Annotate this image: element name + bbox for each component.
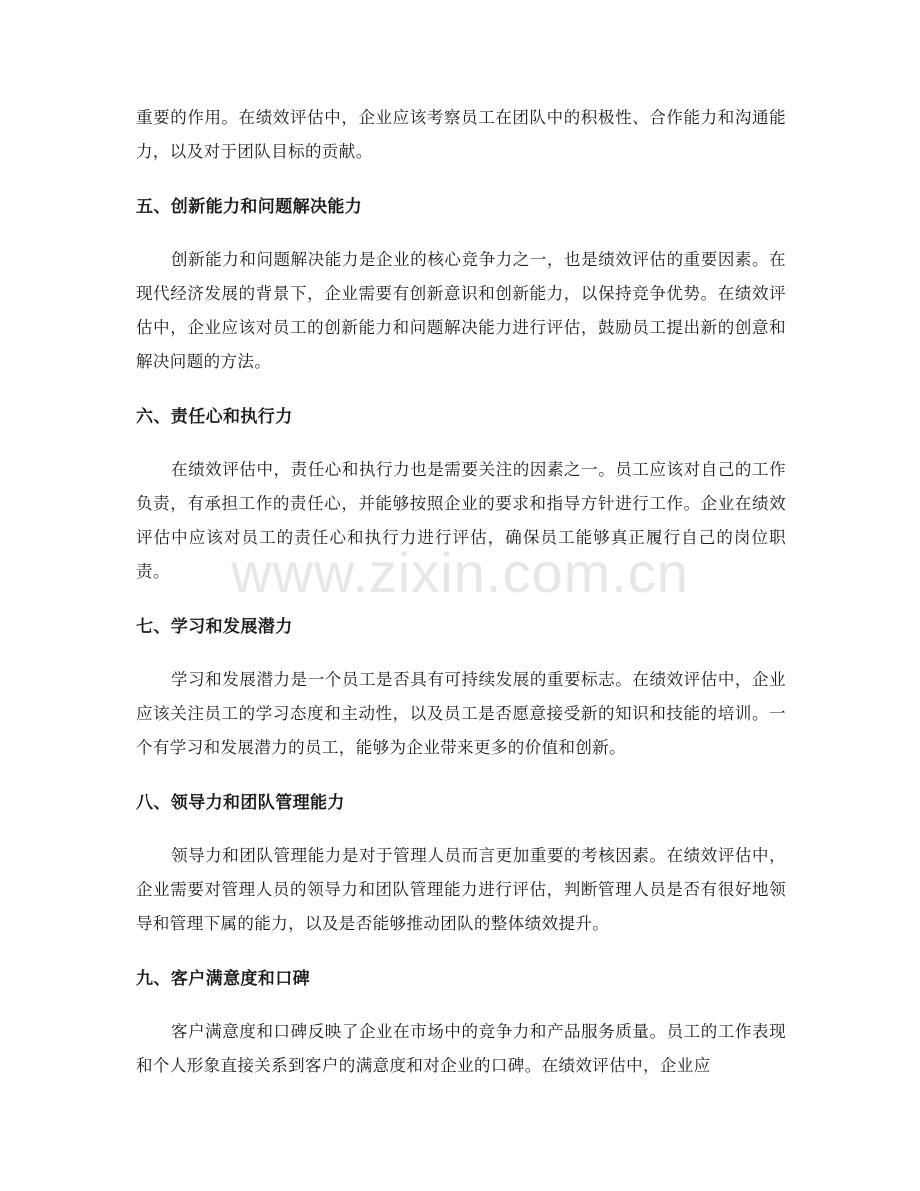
heading-learning: 七、学习和发展潜力 xyxy=(136,617,293,637)
heading-customer: 九、客户满意度和口碑 xyxy=(136,969,310,989)
paragraph-customer: 客户满意度和口碑反映了企业在市场中的竞争力和产品服务质量。员工的工作表现和个人形象直接关系到客户的满意度和对企业的口碑。在绩效评估中，企业应 xyxy=(136,1022,786,1075)
watermark: www.zixin.com.cn xyxy=(231,541,689,604)
paragraph-responsibility: 在绩效评估中，责任心和执行力也是需要关注的因素之一。员工应该对自己的工作负责，有承担工作的责任心，并能够按照企业的要求和指导方针进行工作。企业在绩效评估中应该对员工的责任心和执行力进行评估，确保员工能够真正履行自己的岗位职责。 xyxy=(136,460,786,581)
paragraph-learning: 学习和发展潜力是一个员工是否具有可持续发展的重要标志。在绩效评估中，企业应该关注员工的学习态度和主动性，以及员工是否愿意接受新的知识和技能的培训。一个有学习和发展潜力的员工，能够为企业带来更多的价值和创新。 xyxy=(136,670,786,757)
paragraph-intro: 重要的作用。在绩效评估中，企业应该考察员工在团队中的积极性、合作能力和沟通能力，以及对于团队目标的贡献。 xyxy=(136,108,786,161)
heading-innovation: 五、创新能力和问题解决能力 xyxy=(136,197,363,217)
paragraph-leadership: 领导力和团队管理能力是对于管理人员而言更加重要的考核因素。在绩效评估中，企业需要对管理人员的领导力和团队管理能力进行评估，判断管理人员是否有很好地领导和管理下属的能力，以及是否能够推动团队的整体绩效提升。 xyxy=(136,846,786,933)
paragraph-innovation: 创新能力和问题解决能力是企业的核心竞争力之一，也是绩效评估的重要因素。在现代经济发展的背景下，企业需要有创新意识和创新能力，以保持竞争优势。在绩效评估中，企业应该对员工的创新能力和问题解决能力进行评估，鼓励员工提出新的创意和解决问题的方法。 xyxy=(136,250,786,371)
heading-leadership: 八、领导力和团队管理能力 xyxy=(136,793,345,813)
document-content xyxy=(136,101,786,1104)
heading-responsibility: 六、责任心和执行力 xyxy=(136,407,293,427)
